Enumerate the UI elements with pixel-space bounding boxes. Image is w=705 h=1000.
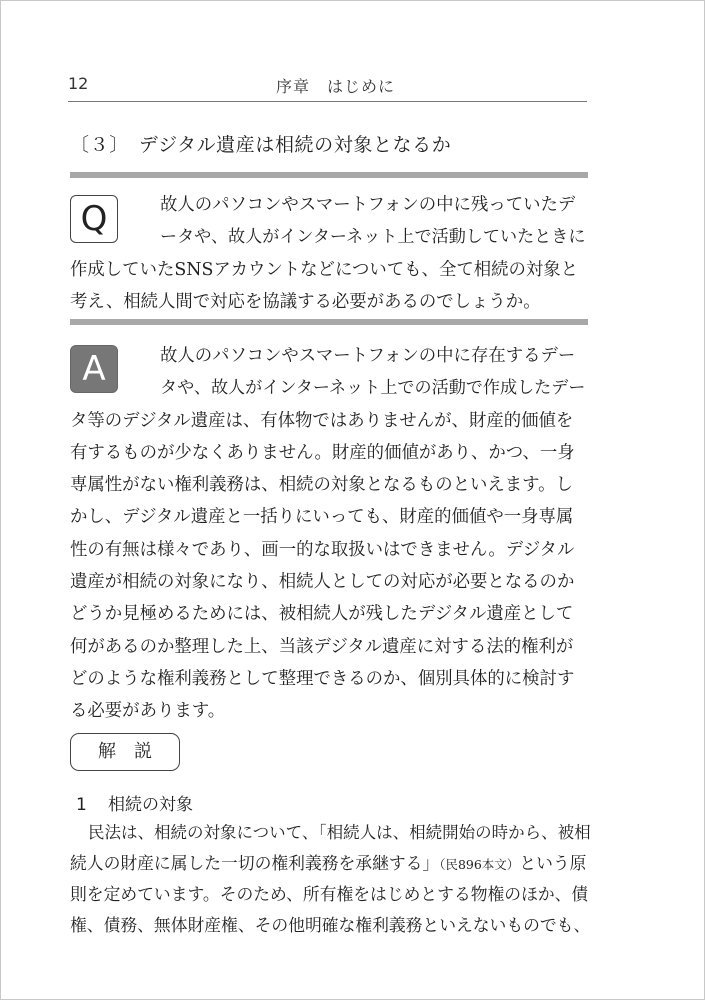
header-rule — [68, 101, 587, 102]
question-badge: Q — [70, 195, 118, 243]
answer-badge: A — [70, 345, 118, 393]
answer-divider — [70, 319, 588, 325]
body-line — [70, 848, 590, 879]
answer-line: 何があるのか整理した上、当該デジタル遺産に対する法的権利が — [70, 636, 574, 657]
answer-line: 有するものが少なくありません。財産的価値があり、かつ、一身 — [70, 442, 575, 463]
answer-text — [70, 340, 590, 728]
answer-line: 性の有無は様々であり、画一的な取扱いはできません。デジタル — [70, 539, 575, 560]
answer-line: る必要があります。 — [70, 701, 226, 722]
question-text — [70, 189, 590, 318]
answer-line: タ等のデジタル遺産は、有体物ではありませんが、財産的価値を — [70, 410, 574, 431]
subsection-title: 相続の対象 — [108, 795, 193, 815]
body-line-part: という原 — [519, 853, 587, 873]
body-line: 権、債務、無体財産権、その他明確な権利義務といえないものでも、 — [70, 915, 591, 935]
section-heading: 〔３〕 デジタル遺産は相続の対象となるか — [70, 134, 452, 156]
answer-line: 故人のパソコンやスマートフォンの中に存在するデー — [160, 346, 576, 366]
answer-line: タや、故人がインターネット上での活動で作成したデー — [160, 378, 586, 399]
commentary-label: 解説 — [70, 733, 180, 771]
body-line: 民法は、相続の対象について、「相続人は、相続開始の時から、被相 — [88, 823, 591, 842]
answer-line: どうか見極めるためには、被相続人が残したデジタル遺産として — [70, 604, 574, 625]
page-number: 12 — [68, 74, 89, 93]
running-header: 序章 はじめに — [276, 77, 396, 96]
question-line: 故人のパソコンやスマートフォンの中に残っていたデ — [160, 195, 576, 215]
answer-line: 遺産が相続の対象になり、相続人としての対応が必要となるのか — [70, 572, 575, 593]
statute-reference: （民896本文） — [439, 857, 520, 872]
answer-line: 専属性がない権利義務は、相続の対象となるものといえます。し — [70, 475, 573, 496]
subsection-number: 1 — [76, 795, 87, 815]
body-line-part: 続人の財産に属した一切の権利義務を承継する」 — [70, 853, 440, 873]
question-divider — [70, 172, 588, 178]
body-text — [70, 817, 590, 941]
question-line: 考え、相続人間で対応を協議する必要があるのでしょうか。 — [70, 291, 541, 312]
question-line: ータや、故人がインターネット上で活動していたときに — [160, 227, 586, 248]
body-line: 則を定めています。そのため、所有権をはじめとする物権のほか、債 — [70, 884, 589, 904]
answer-line: かし、デジタル遺産と一括りにいっても、財産的価値や一身専属 — [70, 507, 574, 528]
subsection-heading — [76, 790, 193, 815]
answer-line: どのような権利義務として整理できるのか、個別具体的に検討す — [70, 668, 575, 689]
question-line: 作成していたSNSアカウントなどについても、全て相続の対象と — [70, 259, 579, 280]
